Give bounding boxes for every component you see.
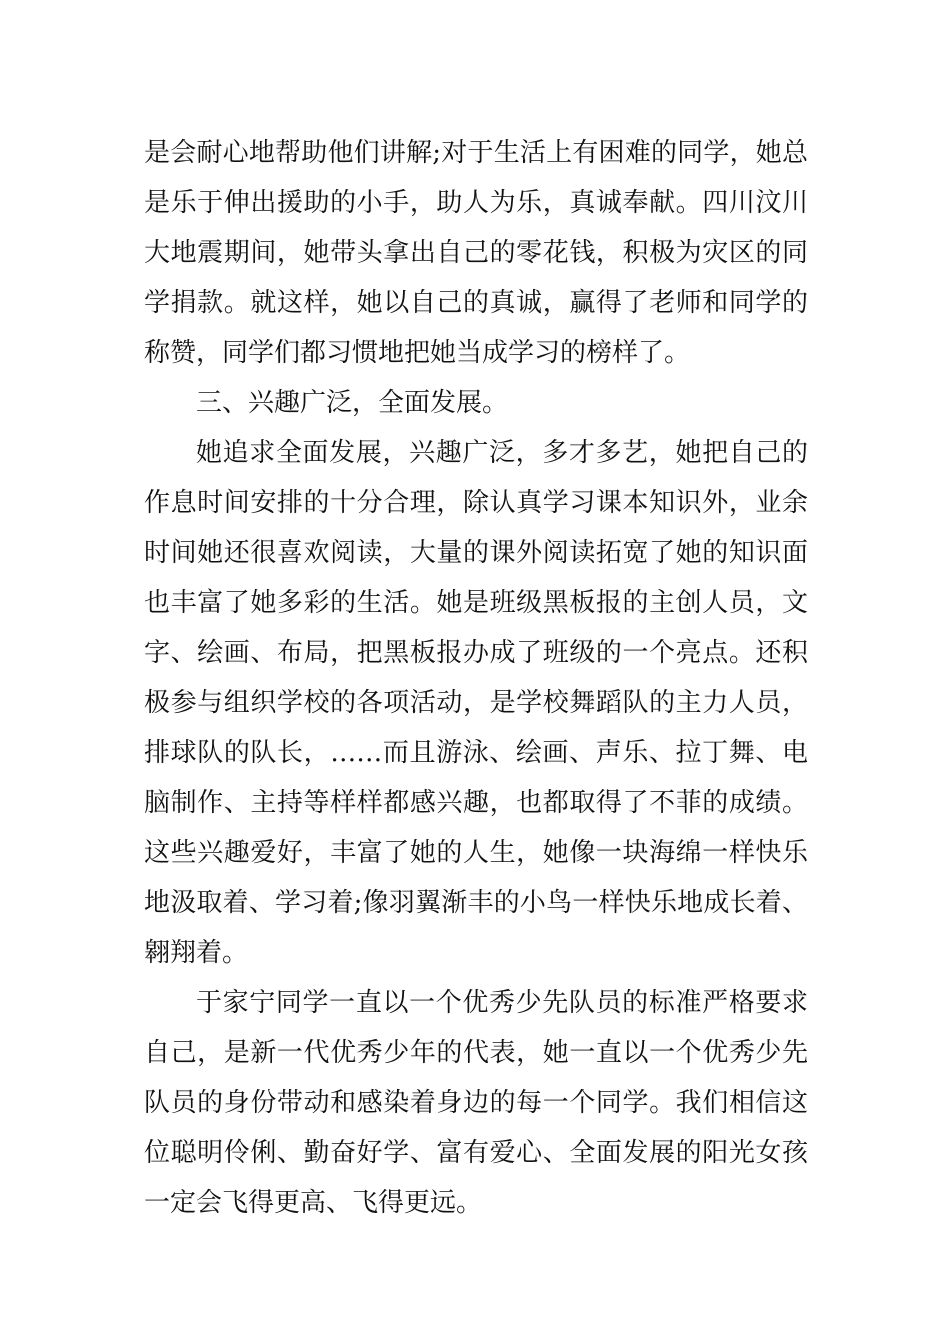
text-line: 是乐于伸出援助的小手，助人为乐，真诚奉献。四川汶川 — [144, 188, 808, 218]
paragraph-interests — [144, 428, 808, 978]
text-line: 极参与组织学校的各项活动，是学校舞蹈队的主力人员， — [144, 688, 808, 718]
text-line: 位聪明伶俐、勤奋好学、富有爱心、全面发展的阳光女孩 — [144, 1138, 808, 1168]
section-heading-interests — [144, 378, 808, 428]
text-line: 称赞，同学们都习惯地把她当成学习的榜样了。 — [144, 338, 691, 368]
text-line: 是会耐心地帮助他们讲解;对于生活上有困难的同学，她总 — [144, 138, 808, 168]
section-heading: 三、兴趣广泛，全面发展。 — [196, 388, 509, 418]
text-line: 时间她还很喜欢阅读，大量的课外阅读拓宽了她的知识面 — [144, 538, 808, 568]
text-line: 学捐款。就这样，她以自己的真诚，赢得了老师和同学的 — [144, 288, 808, 318]
text-line: 队员的身份带动和感染着身边的每一个同学。我们相信这 — [144, 1088, 808, 1118]
text-line: 地汲取着、学习着;像羽翼渐丰的小鸟一样快乐地成长着、 — [144, 888, 808, 918]
text-line: 于家宁同学一直以一个优秀少先队员的标准严格要求 — [196, 988, 808, 1018]
text-line: 也丰富了她多彩的生活。她是班级黑板报的主创人员，文 — [144, 588, 808, 618]
text-line: 一定会飞得更高、飞得更远。 — [144, 1188, 483, 1218]
document-body — [144, 128, 808, 1228]
text-line: 这些兴趣爱好，丰富了她的人生，她像一块海绵一样快乐 — [144, 838, 808, 868]
text-line: 自己，是新一代优秀少年的代表，她一直以一个优秀少先 — [144, 1038, 808, 1068]
text-line: 大地震期间，她带头拿出自己的零花钱，积极为灾区的同 — [144, 238, 808, 268]
text-line: 排球队的队长，……而且游泳、绘画、声乐、拉丁舞、电 — [144, 738, 808, 768]
paragraph-conclusion — [144, 978, 808, 1228]
text-line: 作息时间安排的十分合理，除认真学习课本知识外，业余 — [144, 488, 808, 518]
text-line: 脑制作、主持等样样都感兴趣，也都取得了不菲的成绩。 — [144, 788, 808, 818]
text-line: 她追求全面发展，兴趣广泛，多才多艺，她把自己的 — [196, 438, 808, 468]
text-line: 翱翔着。 — [144, 938, 249, 968]
text-line: 字、绘画、布局，把黑板报办成了班级的一个亮点。还积 — [144, 638, 808, 668]
paragraph-helping-classmates — [144, 128, 808, 378]
